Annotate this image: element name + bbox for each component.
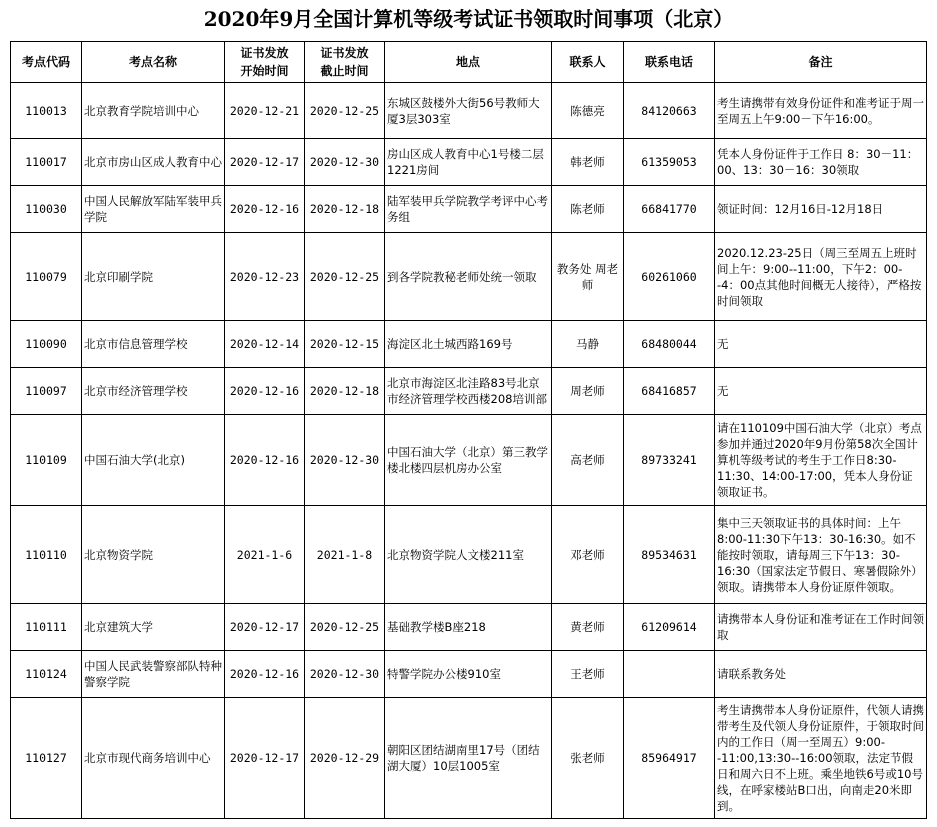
cell-notes: 无 [715, 321, 927, 368]
header-start-line2: 开始时间 [240, 64, 289, 78]
cell-name: 中国人民解放军陆军装甲兵学院 [82, 186, 225, 233]
header-row [11, 42, 927, 83]
cell-code: 110127 [11, 698, 82, 819]
cell-notes: 凭本人身份证件于工作日 8：30－11：00、13：30－16：30领取 [715, 139, 927, 186]
cell-start: 2020-12-23 [225, 233, 305, 321]
cell-location: 中国石油大学（北京）第三教学楼北楼四层机房办公室 [385, 415, 552, 506]
cell-name: 北京建筑大学 [82, 604, 225, 651]
cell-contact: 教务处 周老师 [552, 233, 624, 321]
cell-contact: 陈老师 [552, 186, 624, 233]
table-row [11, 83, 927, 139]
table-row [11, 186, 927, 233]
table-row [11, 698, 927, 819]
cell-phone [624, 651, 715, 698]
cell-code: 110079 [11, 233, 82, 321]
cell-code: 110097 [11, 368, 82, 415]
header-notes: 备注 [715, 42, 927, 83]
table-row [11, 415, 927, 506]
table-row [11, 233, 927, 321]
cell-name: 北京市信息管理学校 [82, 321, 225, 368]
cell-start: 2020-12-17 [225, 698, 305, 819]
cell-contact: 邓老师 [552, 506, 624, 604]
cell-contact: 张老师 [552, 698, 624, 819]
cell-code: 110109 [11, 415, 82, 506]
cell-name: 北京市房山区成人教育中心 [82, 139, 225, 186]
cell-start: 2020-12-16 [225, 415, 305, 506]
header-location: 地点 [385, 42, 552, 83]
cell-phone: 60261060 [624, 233, 715, 321]
cell-end: 2020-12-15 [305, 321, 385, 368]
cell-location: 特警学院办公楼910室 [385, 651, 552, 698]
cell-notes: 领证时间：12月16日-12月18日 [715, 186, 927, 233]
cell-location: 北京物资学院人文楼211室 [385, 506, 552, 604]
cell-start: 2020-12-21 [225, 83, 305, 139]
cell-phone: 89534631 [624, 506, 715, 604]
cell-end: 2020-12-30 [305, 139, 385, 186]
header-end-line1: 证书发放 [320, 46, 369, 60]
cell-start: 2020-12-17 [225, 139, 305, 186]
cell-contact: 马静 [552, 321, 624, 368]
cell-code: 110013 [11, 83, 82, 139]
cell-location: 朝阳区团结湖南里17号（团结湖大厦）10层1005室 [385, 698, 552, 819]
cell-phone: 66841770 [624, 186, 715, 233]
table-row [11, 604, 927, 651]
header-end [305, 42, 385, 83]
cell-name: 北京市经济管理学校 [82, 368, 225, 415]
cell-phone: 89733241 [624, 415, 715, 506]
cell-code: 110030 [11, 186, 82, 233]
cell-notes: 请携带本人身份证和准考证在工作时间领取 [715, 604, 927, 651]
cell-end: 2021-1-8 [305, 506, 385, 604]
cell-code: 110124 [11, 651, 82, 698]
cell-end: 2020-12-18 [305, 186, 385, 233]
cell-name: 中国石油大学(北京) [82, 415, 225, 506]
cell-phone: 68416857 [624, 368, 715, 415]
cell-end: 2020-12-25 [305, 604, 385, 651]
cell-start: 2020-12-16 [225, 651, 305, 698]
cell-location: 到各学院教秘老师处统一领取 [385, 233, 552, 321]
header-end-line2: 截止时间 [320, 64, 369, 78]
cell-start: 2020-12-16 [225, 186, 305, 233]
certificate-pickup-table [10, 41, 927, 819]
cell-end: 2020-12-30 [305, 651, 385, 698]
cell-location: 东城区鼓楼外大街56号教师大厦3层303室 [385, 83, 552, 139]
cell-contact: 韩老师 [552, 139, 624, 186]
header-start-line1: 证书发放 [240, 46, 289, 60]
cell-name: 北京教育学院培训中心 [82, 83, 225, 139]
cell-contact: 王老师 [552, 651, 624, 698]
cell-contact: 高老师 [552, 415, 624, 506]
table-row [11, 321, 927, 368]
page-title: 2020年9月全国计算机等级考试证书领取时间事项（北京） [203, 7, 734, 31]
cell-notes: 考生请携带本人身份证原件，代领人请携带考生及代领人身份证原件，于领取时间内的工作日（周一至周五）9:00--11:00,13:30--16:00领取，法定节假日和周六日不上班。乘坐地铁6号或10号线，在呼家楼站B口出，向南走20米即到。 [715, 698, 927, 819]
cell-phone: 68480044 [624, 321, 715, 368]
table-row [11, 506, 927, 604]
header-start [225, 42, 305, 83]
cell-phone: 61359053 [624, 139, 715, 186]
header-contact: 联系人 [552, 42, 624, 83]
header-name: 考点名称 [82, 42, 225, 83]
cell-start: 2020-12-14 [225, 321, 305, 368]
cell-code: 110017 [11, 139, 82, 186]
cell-end: 2020-12-25 [305, 83, 385, 139]
cell-phone: 84120663 [624, 83, 715, 139]
cell-notes: 2020.12.23-25日（周三至周五上班时间上午：9:00--11:00，下午2：00--4：00点其他时间概无人接待），严格按时间领取 [715, 233, 927, 321]
cell-notes: 集中三天领取证书的具体时间：上午8:00-11:30下午13：30-16:30。如不能按时领取，请每周三下午13：30-16:30（国家法定节假日、寒暑假除外）领取。请携带本人身份证原件领取。 [715, 506, 927, 604]
cell-name: 中国人民武装警察部队特种警察学院 [82, 651, 225, 698]
table-row [11, 139, 927, 186]
cell-contact: 陈德亮 [552, 83, 624, 139]
cell-notes: 请在110109中国石油大学（北京）考点参加并通过2020年9月份第58次全国计算机等级考试的考生于工作日8:30-11:30、14:00-17:00，凭本人身份证领取证书。 [715, 415, 927, 506]
cell-location: 基础教学楼B座218 [385, 604, 552, 651]
cell-location: 陆军装甲兵学院教学考评中心考务组 [385, 186, 552, 233]
cell-end: 2020-12-25 [305, 233, 385, 321]
cell-code: 110111 [11, 604, 82, 651]
cell-end: 2020-12-18 [305, 368, 385, 415]
cell-end: 2020-12-30 [305, 415, 385, 506]
table-row [11, 368, 927, 415]
cell-location: 房山区成人教育中心1号楼二层1221房间 [385, 139, 552, 186]
cell-notes: 无 [715, 368, 927, 415]
cell-code: 110110 [11, 506, 82, 604]
cell-name: 北京市现代商务培训中心 [82, 698, 225, 819]
cell-phone: 85964917 [624, 698, 715, 819]
cell-start: 2021-1-6 [225, 506, 305, 604]
header-phone: 联系电话 [624, 42, 715, 83]
cell-start: 2020-12-16 [225, 368, 305, 415]
cell-phone: 61209614 [624, 604, 715, 651]
cell-contact: 黄老师 [552, 604, 624, 651]
cell-notes: 请联系教务处 [715, 651, 927, 698]
cell-location: 北京市海淀区北洼路83号北京市经济管理学校西楼208培训部 [385, 368, 552, 415]
header-code: 考点代码 [11, 42, 82, 83]
cell-code: 110090 [11, 321, 82, 368]
cell-notes: 考生请携带有效身份证件和准考证于周一至周五上午9:00－下午16:00。 [715, 83, 927, 139]
cell-location: 海淀区北土城西路169号 [385, 321, 552, 368]
cell-start: 2020-12-17 [225, 604, 305, 651]
cell-name: 北京印刷学院 [82, 233, 225, 321]
cell-contact: 周老师 [552, 368, 624, 415]
table-row [11, 651, 927, 698]
cell-end: 2020-12-29 [305, 698, 385, 819]
cell-name: 北京物资学院 [82, 506, 225, 604]
